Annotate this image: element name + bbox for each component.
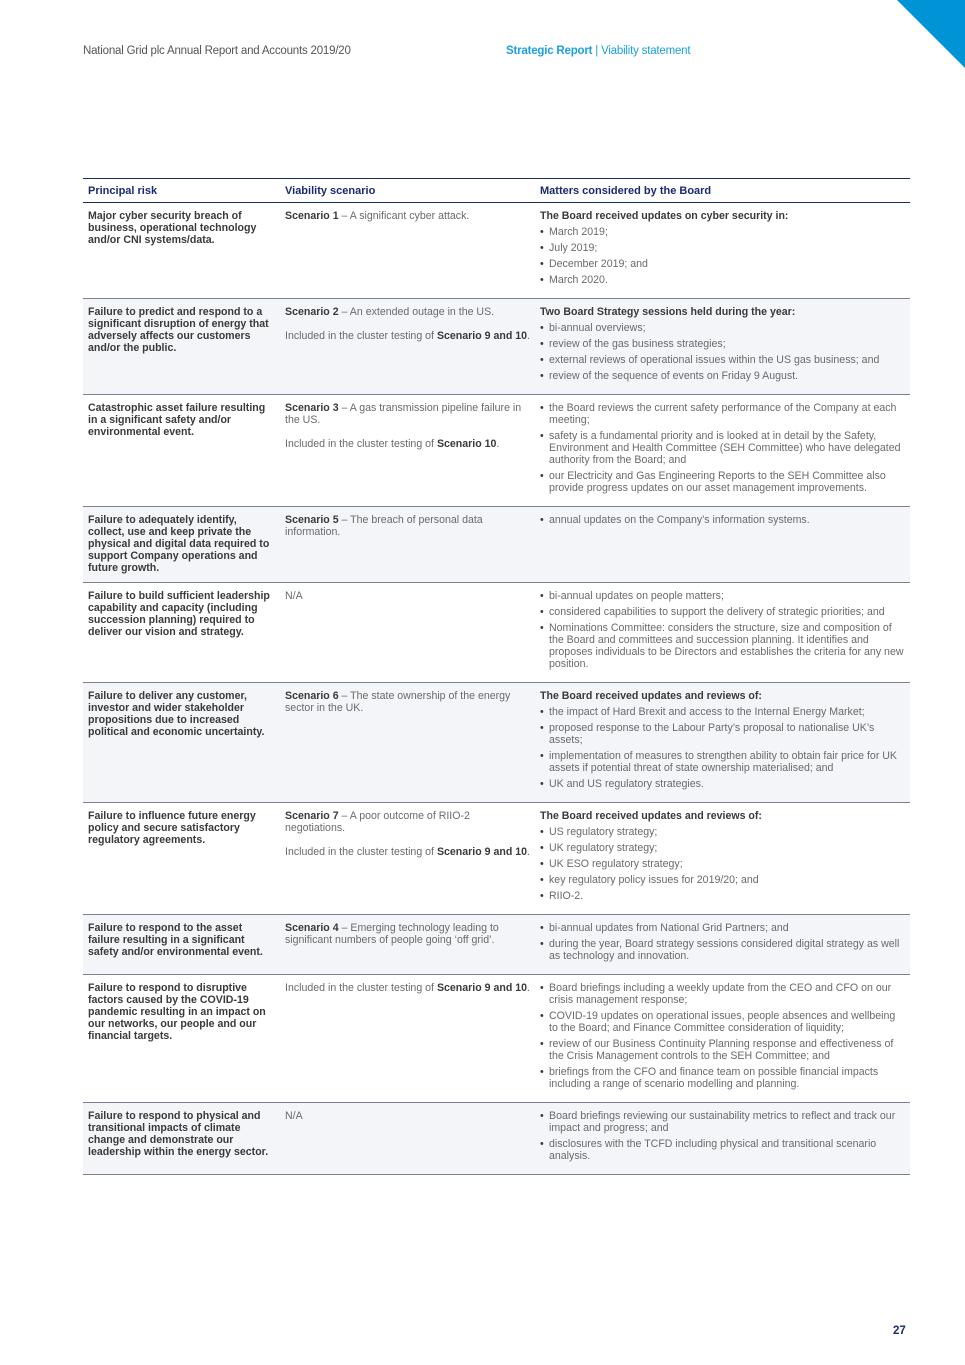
viability-scenario-cell: [280, 683, 535, 803]
scenario-name: Scenario 9 and 10: [436, 982, 528, 994]
scenario-paragraph: [285, 306, 530, 318]
matters-list-item: • bi-annual updates on people matters;: [540, 590, 905, 602]
scenario-paragraph: [285, 210, 530, 222]
section-breadcrumb: [506, 45, 690, 57]
scenario-description: – Emerging technology leading to significant numbers of people going ‘off grid’.: [285, 922, 499, 946]
matters-list-item: • RIIO-2.: [540, 890, 905, 902]
matters-intro: The Board received updates and reviews of:: [540, 810, 762, 822]
matters-list-item: • July 2019;: [540, 242, 905, 254]
scenario-paragraph: [285, 330, 530, 342]
matters-list-item: • March 2019;: [540, 226, 905, 238]
matters-list-item: • COVID-19 updates on operational issues, people absences and wellbeing to the Board; and Finance Committee consideration of liquidity;: [540, 1010, 905, 1034]
scenario-description: – An extended outage in the US.: [338, 306, 495, 318]
board-matters-cell: [535, 507, 910, 583]
table-row: [83, 583, 910, 683]
matters-list-item: • December 2019; and: [540, 258, 905, 270]
scenario-name: Scenario 10: [436, 438, 497, 450]
scenario-description: – A gas transmission pipeline failure in the US.: [285, 402, 522, 426]
matters-list-item: • considered capabilities to support the delivery of strategic priorities; and: [540, 606, 905, 618]
principal-risk-cell: Failure to build sufficient leadership capability and capacity (including succession planning) required to deliver our vision and strategy.: [83, 583, 280, 683]
matters-list: [540, 706, 905, 790]
scenario-description: N/A: [285, 1110, 303, 1122]
matters-list-item: • Nominations Committee: considers the structure, size and composition of the Board and committees and succession planning. It identifies and proposes individuals to be Directors and establishes the criteria for any new position.: [540, 622, 905, 670]
matters-list-item: • implementation of measures to strengthen ability to obtain fair price for UK assets if potential threat of state ownership materialised; and: [540, 750, 905, 774]
table-row: [83, 975, 910, 1103]
board-matters-cell: [535, 1103, 910, 1175]
table-row: [83, 507, 910, 583]
scenario-paragraph: [285, 1110, 530, 1122]
breadcrumb-subsection[interactable]: Viability statement: [601, 45, 691, 57]
matters-list: [540, 322, 905, 382]
viability-scenario-cell: [280, 507, 535, 583]
scenario-prefix: Included in the cluster testing of: [285, 330, 437, 342]
column-header-matters-considered: Matters considered by the Board: [535, 179, 910, 203]
scenario-description: – The state ownership of the energy sector in the UK.: [285, 690, 511, 714]
matters-list-item: • safety is a fundamental priority and is looked at in detail by the Safety, Environment and Health Committee (SEH Committee) who have delegated authority from the Board; and: [540, 430, 905, 466]
scenario-description: .: [527, 330, 530, 342]
principal-risk-cell: Catastrophic asset failure resulting in a significant safety and/or environmental event.: [83, 395, 280, 507]
matters-list-item: • UK ESO regulatory strategy;: [540, 858, 905, 870]
table-row: [83, 1103, 910, 1175]
matters-list: [540, 826, 905, 902]
matters-list-item: • review of the sequence of events on Friday 9 August.: [540, 370, 905, 382]
viability-table: [83, 178, 910, 1175]
scenario-description: – A poor outcome of RIIO-2 negotiations.: [285, 810, 470, 834]
scenario-name: Scenario 5: [285, 514, 339, 526]
board-matters-cell: [535, 683, 910, 803]
matters-list: [540, 514, 905, 526]
board-matters-cell: [535, 395, 910, 507]
scenario-paragraph: [285, 690, 530, 714]
scenario-paragraph: [285, 982, 530, 994]
column-header-principal-risk: Principal risk: [83, 179, 280, 203]
matters-list-item: • review of the gas business strategies;: [540, 338, 905, 350]
principal-risk-cell: Failure to adequately identify, collect, use and keep private the physical and digital data required to support Company operations and future growth.: [83, 507, 280, 583]
scenario-prefix: Included in the cluster testing of: [285, 846, 437, 858]
principal-risk-cell: Failure to influence future energy policy and secure satisfactory regulatory agreements.: [83, 803, 280, 915]
scenario-name: Scenario 6: [285, 690, 339, 702]
principal-risk-cell: Failure to deliver any customer, investor and wider stakeholder propositions due to increased political and economic uncertainty.: [83, 683, 280, 803]
scenario-name: Scenario 9 and 10: [436, 846, 528, 858]
table-row: [83, 395, 910, 507]
matters-list-item: • our Electricity and Gas Engineering Reports to the SEH Committee also provide progress updates on our asset management improvements.: [540, 470, 905, 494]
breadcrumb-separator: |: [595, 45, 599, 57]
principal-risk-cell: Failure to predict and respond to a significant disruption of energy that adversely affects our customers and/or the public.: [83, 299, 280, 395]
matters-intro: The Board received updates on cyber security in:: [540, 210, 789, 222]
scenario-name: Scenario 2: [285, 306, 339, 318]
matters-list-item: • the impact of Hard Brexit and access to the Internal Energy Market;: [540, 706, 905, 718]
table-header-row: [83, 179, 910, 203]
matters-list: [540, 982, 905, 1090]
matters-intro: The Board received updates and reviews of:: [540, 690, 762, 702]
matters-list-item: • UK and US regulatory strategies.: [540, 778, 905, 790]
matters-list-item: • US regulatory strategy;: [540, 826, 905, 838]
board-matters-cell: [535, 203, 910, 299]
scenario-name: Scenario 3: [285, 402, 339, 414]
principal-risk-cell: Failure to respond to physical and transitional impacts of climate change and demonstrate our leadership within the energy sector.: [83, 1103, 280, 1175]
scenario-paragraph: [285, 402, 530, 426]
matters-list-item: • March 2020.: [540, 274, 905, 286]
board-matters-cell: [535, 975, 910, 1103]
matters-list-item: • briefings from the CFO and finance team on possible financial impacts including a range of scenario modelling and planning.: [540, 1066, 905, 1090]
matters-list-item: • Board briefings including a weekly update from the CEO and CFO on our crisis management response;: [540, 982, 905, 1006]
matters-intro: Two Board Strategy sessions held during the year:: [540, 306, 796, 318]
scenario-name: Scenario 7: [285, 810, 339, 822]
scenario-paragraph: [285, 590, 530, 602]
scenario-description: – The breach of personal data information.: [285, 514, 483, 538]
principal-risk-cell: Failure to respond to disruptive factors caused by the COVID-19 pandemic resulting in an impact on our networks, our people and our financial targets.: [83, 975, 280, 1103]
principal-risk-cell: Major cyber security breach of business, operational technology and/or CNI systems/data.: [83, 203, 280, 299]
matters-list: [540, 922, 905, 962]
matters-list-item: • external reviews of operational issues within the US gas business; and: [540, 354, 905, 366]
board-matters-cell: [535, 583, 910, 683]
scenario-prefix: Included in the cluster testing of: [285, 438, 437, 450]
board-matters-cell: [535, 915, 910, 975]
viability-scenario-cell: [280, 299, 535, 395]
viability-scenario-cell: [280, 803, 535, 915]
scenario-paragraph: [285, 810, 530, 834]
breadcrumb-section[interactable]: Strategic Report: [506, 45, 593, 57]
matters-list-item: • key regulatory policy issues for 2019/20; and: [540, 874, 905, 886]
column-header-viability-scenario: Viability scenario: [280, 179, 535, 203]
table-row: [83, 915, 910, 975]
table-row: [83, 203, 910, 299]
corner-accent-triangle: [897, 0, 965, 68]
viability-scenario-cell: [280, 203, 535, 299]
matters-list-item: • bi-annual overviews;: [540, 322, 905, 334]
matters-list-item: • bi-annual updates from National Grid Partners; and: [540, 922, 905, 934]
scenario-description: – A significant cyber attack.: [338, 210, 470, 222]
scenario-name: Scenario 4: [285, 922, 339, 934]
viability-scenario-cell: [280, 975, 535, 1103]
viability-scenario-cell: [280, 395, 535, 507]
board-matters-cell: [535, 803, 910, 915]
principal-risk-cell: Failure to respond to the asset failure resulting in a significant safety and/or environmental event.: [83, 915, 280, 975]
matters-list-item: • annual updates on the Company’s information systems.: [540, 514, 905, 526]
matters-list: [540, 226, 905, 286]
matters-list: [540, 590, 905, 670]
matters-list: [540, 1110, 905, 1162]
scenario-description: N/A: [285, 590, 303, 602]
scenario-paragraph: [285, 514, 530, 538]
table-row: [83, 683, 910, 803]
scenario-paragraph: [285, 846, 530, 858]
scenario-description: .: [496, 438, 500, 450]
table-row: [83, 803, 910, 915]
matters-list-item: • review of our Business Continuity Planning response and effectiveness of the Crisis Management controls to the SEH Committee; and: [540, 1038, 905, 1062]
viability-scenario-cell: [280, 1103, 535, 1175]
scenario-prefix: Included in the cluster testing of: [285, 982, 437, 994]
scenario-paragraph: [285, 438, 530, 450]
board-matters-cell: [535, 299, 910, 395]
report-title: National Grid plc Annual Report and Accounts 2019/20: [83, 45, 351, 57]
matters-list-item: • proposed response to the Labour Party’s proposal to nationalise UK’s assets;: [540, 722, 905, 746]
table-row: [83, 299, 910, 395]
scenario-paragraph: [285, 922, 530, 946]
scenario-description: .: [527, 982, 530, 994]
matters-list-item: • Board briefings reviewing our sustainability metrics to reflect and track our impact and progress; and: [540, 1110, 905, 1134]
matters-list: [540, 402, 905, 494]
viability-scenario-cell: [280, 915, 535, 975]
matters-list-item: • the Board reviews the current safety performance of the Company at each meeting;: [540, 402, 905, 426]
page-number: 27: [893, 1325, 906, 1337]
viability-scenario-cell: [280, 583, 535, 683]
scenario-description: .: [527, 846, 530, 858]
scenario-name: Scenario 1: [285, 210, 339, 222]
matters-list-item: • disclosures with the TCFD including physical and transitional scenario analysis.: [540, 1138, 905, 1162]
matters-list-item: • during the year, Board strategy sessions considered digital strategy as well as technology and innovation.: [540, 938, 905, 962]
scenario-name: Scenario 9 and 10: [436, 330, 528, 342]
matters-list-item: • UK regulatory strategy;: [540, 842, 905, 854]
